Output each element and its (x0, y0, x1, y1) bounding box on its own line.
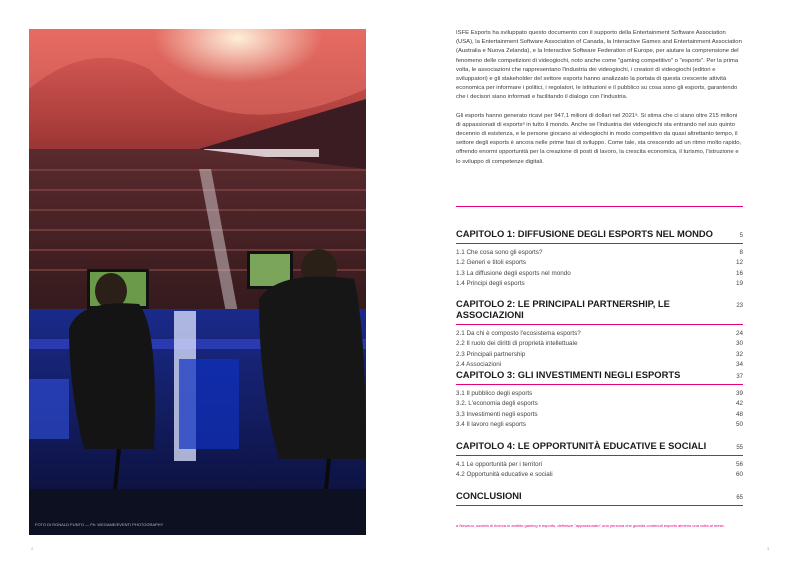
divider (456, 206, 743, 207)
chapter-title: CAPITOLO 1: DIFFUSIONE DEGLI ESPORTS NEL MONDO (456, 228, 713, 239)
toc-chapter-1[interactable] (456, 228, 743, 290)
toc-item[interactable] (456, 460, 743, 470)
toc-item[interactable] (456, 350, 743, 360)
toc-item[interactable] (456, 470, 743, 480)
toc-item-page: 39 (735, 390, 743, 397)
arena-illustration (29, 29, 366, 535)
chapter-title: CONCLUSIONI (456, 490, 522, 501)
toc-item-page: 16 (735, 269, 743, 277)
toc-item[interactable] (456, 279, 743, 289)
toc-item-label: 2.2 Il ruolo dei diritti di proprietà intellettuale (456, 340, 578, 348)
toc-item-page: 60 (735, 471, 743, 479)
toc-item[interactable] (456, 389, 743, 399)
toc-item-page: 19 (735, 280, 743, 288)
toc-item-label: 3.2. L'economia degli esports (456, 400, 538, 408)
toc-item-label: 4.1 Le opportunità per i territori (456, 461, 543, 468)
toc-item-page: 24 (735, 330, 743, 337)
toc-item[interactable] (456, 399, 743, 409)
toc-item-label: 1.3 La diffusione degli esports nel mondo (456, 269, 571, 277)
page-number-right: 3 (767, 546, 770, 551)
chapter-page: 65 (736, 495, 743, 501)
toc-item[interactable] (456, 329, 743, 339)
toc-item-page: 8 (739, 249, 743, 256)
toc-chapter-4[interactable] (456, 440, 743, 481)
chapter-divider (456, 324, 743, 325)
intro-text (456, 29, 743, 167)
toc-conclusions[interactable] (456, 490, 743, 506)
toc-item-page: 34 (735, 361, 743, 369)
chapter-divider (456, 384, 743, 385)
toc-item-label: 3.4 Il lavoro negli esports (456, 421, 527, 429)
chapter-page: 55 (736, 445, 743, 451)
toc-item-label: 3.1 Il pubblico degli esports (456, 390, 533, 397)
toc-item-page: 50 (735, 421, 743, 429)
intro-paragraph-1: ISFE Esports ha sviluppato questo documento con il supporto della Entertainment Software Association (USA), la Entertainment Software Association of Canada, la Interactive Games and Entertainment Association (Australia e Nuova Zelanda), e la Interactive Software Federation of Europe, per aiutare la comprensione del fenomeno delle competizioni di videogiochi, noto anche come "gaming competitivo" o "esports". Per la prima volta, le associazioni che rappresentano l'industria dei videogiochi, i creatori di videogiochi (editori e sviluppatori) e gli stakeholder del settore esports hanno analizzato la portata di questa crescente attività economica per informare i politici, i regolatori, le istituzioni e il pubblico su cosa sono gli esports, garantendo che i decisori siano informati e facilitando il dialogo con l'industria. (456, 30, 742, 101)
esports-arena-photo (29, 29, 366, 535)
chapter-title: CAPITOLO 2: LE PRINCIPALI PARTNERSHIP, LE ASSOCIAZIONI (456, 298, 670, 320)
toc-item[interactable] (456, 420, 743, 430)
toc-item-page: 30 (735, 340, 743, 348)
toc-item-label: 2.3 Principali partnership (456, 350, 526, 358)
chapter-page: 5 (739, 233, 743, 239)
toc-item[interactable] (456, 258, 743, 268)
toc-item[interactable] (456, 269, 743, 279)
chapter-divider (456, 455, 743, 456)
toc-item-page: 42 (735, 400, 743, 408)
chapter-title: CAPITOLO 3: GLI INVESTIMENTI NEGLI ESPORTS (456, 369, 681, 380)
toc-item-label: 2.1 Da chi è composto l'ecosistema esports? (456, 330, 581, 337)
toc-item-page: 12 (735, 259, 743, 267)
toc-item-label: 3.3 Investimenti negli esports (456, 410, 538, 418)
page-number-left: 2 (31, 546, 34, 551)
toc-item[interactable] (456, 410, 743, 420)
chapter-page: 23 (736, 303, 743, 309)
chapter-divider (456, 505, 743, 506)
chapter-divider (456, 243, 743, 244)
toc-item[interactable] (456, 248, 743, 258)
intro-paragraph-2: Gli esports hanno generato ricavi per 947,1 milioni di dollari nel 2021ᵃ. Si stima che ci siano oltre 215 milioni di appassionati di esportsᵃ in tutto il mondo. Anche se l'industria dei videogiochi sta entrando nel suo quinto decennio di esistenza, e le persone giocano ai videogiochi in modo competitivo da quasi altrettanto tempo, il settore degli esports è ancora nelle prime fasi di sviluppo. Come tale, sta crescendo ad un ritmo molto rapido, offrendo enormi opportunità per la creazione di posti di lavoro, la crescita economica, il turismo, l'istruzione e lo sviluppo di competenze digitali. (456, 112, 742, 165)
toc-item-label: 2.4 Associazioni (456, 361, 502, 369)
footnote: a Newzoo, società di ricerca in ambito gaming e esports, definisce "appassionato" una persona che guarda contenuti esports almeno una volta al mese. (456, 523, 725, 528)
chapter-page: 37 (736, 374, 743, 380)
toc-chapter-2[interactable] (456, 298, 743, 371)
toc-item-label: 1.1 Che cosa sono gli esports? (456, 249, 543, 256)
toc-item[interactable] (456, 339, 743, 349)
toc-item-label: 4.2 Opportunità educative e sociali (456, 471, 553, 479)
toc-item-page: 56 (735, 461, 743, 468)
toc-item-page: 32 (735, 350, 743, 358)
toc-chapter-3[interactable] (456, 369, 743, 431)
photo-credit: FOTO DI RONALD PUNTO — Ph: WEGAME/EVENTI PHOTOGRAPHY (35, 522, 164, 527)
toc-item-label: 1.2 Generi e titoli esports (456, 259, 527, 267)
chapter-title: CAPITOLO 4: LE OPPORTUNITÀ EDUCATIVE E SOCIALI (456, 440, 707, 451)
toc-item-label: 1.4 Principi degli esports (456, 280, 525, 288)
toc-item-page: 48 (735, 410, 743, 418)
